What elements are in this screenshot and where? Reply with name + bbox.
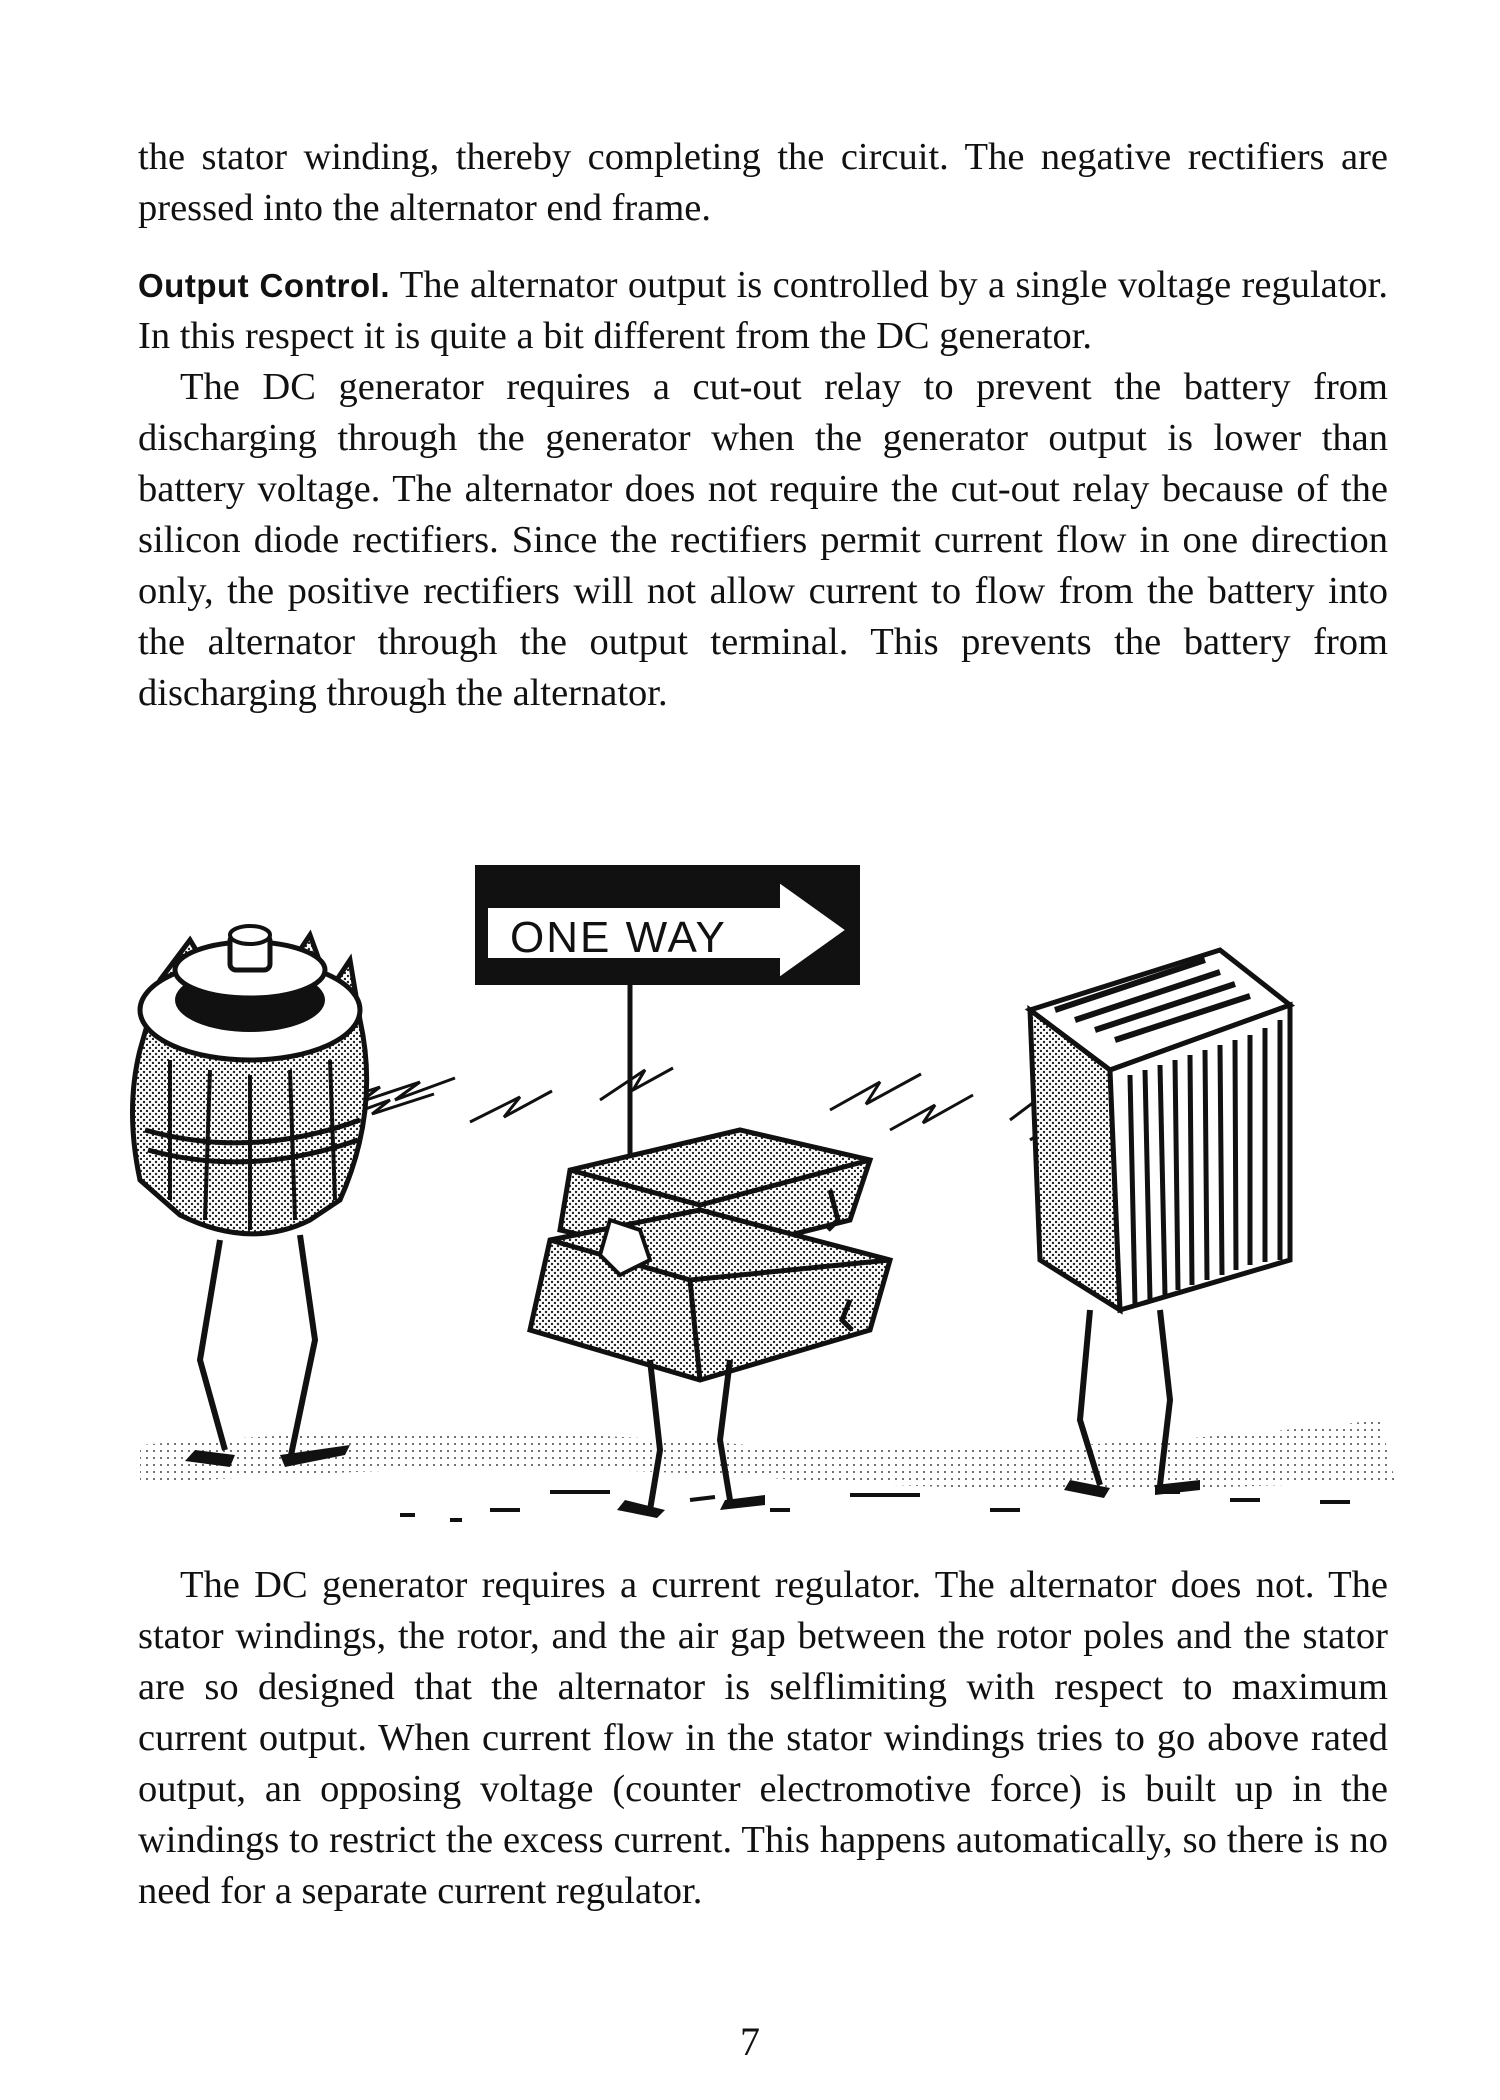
paragraph-stator-winding: the stator winding, thereby completing the circuit. The negative rectifiers are pressed into the alternator end frame. — [138, 136, 1388, 229]
text-block-output-control — [138, 260, 1388, 719]
alternator-character — [133, 926, 367, 1467]
rectifier-character — [475, 865, 890, 1518]
one-way-illustration — [130, 860, 1420, 1540]
paragraph-cutout-relay: The DC generator requires a cut-out relay to prevent the battery from discharging through the generator when the generator output is lower than battery voltage. The alternator does not require the cut-out relay because of the silicon diode rectifiers. Since the rectifiers permit current flow in one direction only, the positive rectifiers will not allow current to flow from the battery into the alternator through the output terminal. This prevents the battery from discharging through the alternator. — [138, 366, 1388, 714]
section-heading-output-control: Output Control. — [138, 267, 391, 304]
page-number: 7 — [740, 2019, 760, 2064]
battery-character — [1030, 950, 1290, 1498]
paragraph-output-control — [138, 260, 1388, 362]
ground-shading — [140, 1420, 1395, 1520]
paragraph-current-regulator: The DC generator requires a current regulator. The alternator does not. The stator windings, the rotor, and the air gap between the rotor poles and the stator are so designed that the alternator is selflimiting with respect to maximum current output. When current flow in the stator windings tries to go above rated output, an opposing voltage (counter electromotive force) is built up in the windings to restrict the excess current. This happens automatically, so there is no need for a separate current regulator. — [138, 1564, 1388, 1912]
current-bolts — [325, 1068, 1111, 1140]
paragraph-output-control-body: The alternator output is controlled by a single voltage regulator. In this respect it is quite a bit different from the DC generator. — [138, 264, 1388, 357]
text-block-top — [138, 132, 1388, 234]
one-way-sign-text: ONE WAY — [510, 913, 727, 962]
text-block-bottom — [138, 1560, 1388, 1917]
